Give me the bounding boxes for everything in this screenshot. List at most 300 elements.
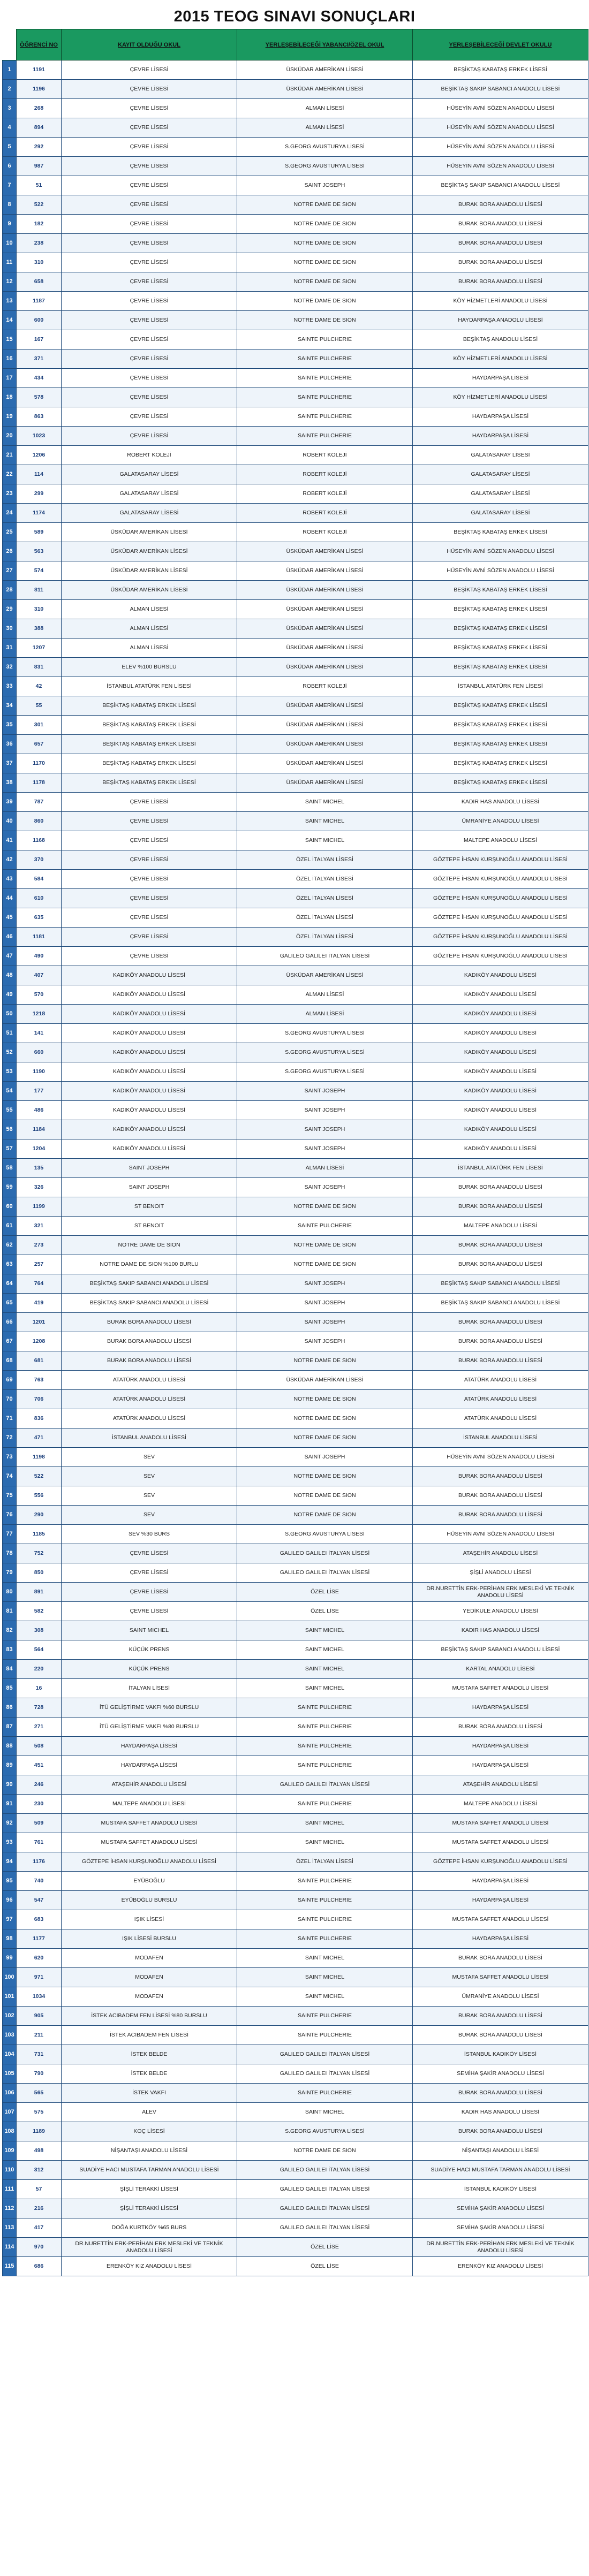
- student-no-cell: 407: [17, 966, 62, 985]
- foreign-private-school-cell: SAINT MICHEL: [237, 812, 413, 831]
- student-no-cell: 1174: [17, 504, 62, 523]
- state-school-cell: ÜMRANİYE ANADOLU LİSESİ: [413, 1987, 588, 2007]
- registered-school-cell: İSTEK BELDE: [62, 2045, 237, 2064]
- row-index-cell: 90: [3, 1775, 17, 1795]
- state-school-cell: HAYDARPAŞA LİSESİ: [413, 427, 588, 446]
- student-no-cell: 1190: [17, 1062, 62, 1082]
- registered-school-cell: BURAK BORA ANADOLU LİSESİ: [62, 1351, 237, 1371]
- state-school-cell: HÜSEYİN AVNİ SÖZEN ANADOLU LİSESİ: [413, 542, 588, 561]
- student-no-cell: 1189: [17, 2122, 62, 2141]
- row-index-cell: 66: [3, 1313, 17, 1332]
- state-school-cell: KADIKÖY ANADOLU LİSESİ: [413, 1062, 588, 1082]
- foreign-private-school-cell: NOTRE DAME DE SION: [237, 2141, 413, 2161]
- registered-school-cell: ST BENOIT: [62, 1197, 237, 1217]
- row-index-cell: 61: [3, 1217, 17, 1236]
- registered-school-cell: ALMAN LİSESİ: [62, 600, 237, 619]
- table-row: [3, 176, 588, 195]
- foreign-private-school-cell: ÜSKÜDAR AMERİKAN LİSESİ: [237, 561, 413, 581]
- row-index-cell: 49: [3, 985, 17, 1005]
- foreign-private-school-cell: ÖZEL LİSE: [237, 1602, 413, 1621]
- table-row: [3, 870, 588, 889]
- table-row: [3, 504, 588, 523]
- foreign-private-school-cell: ÜSKÜDAR AMERİKAN LİSESİ: [237, 716, 413, 735]
- state-school-cell: GALATASARAY LİSESİ: [413, 484, 588, 504]
- student-no-cell: 419: [17, 1294, 62, 1313]
- registered-school-cell: ÇEVRE LİSESİ: [62, 138, 237, 157]
- foreign-private-school-cell: NOTRE DAME DE SION: [237, 1506, 413, 1525]
- row-index-cell: 67: [3, 1332, 17, 1351]
- student-no-cell: 211: [17, 2026, 62, 2045]
- row-index-cell: 60: [3, 1197, 17, 1217]
- table-row: [3, 639, 588, 658]
- table-row: [3, 812, 588, 831]
- student-no-cell: 763: [17, 1371, 62, 1390]
- registered-school-cell: MALTEPE ANADOLU LİSESİ: [62, 1795, 237, 1814]
- state-school-cell: GÖZTEPE İHSAN KURŞUNOĞLU ANADOLU LİSESİ: [413, 908, 588, 928]
- state-school-cell: MUSTAFA SAFFET ANADOLU LİSESİ: [413, 1679, 588, 1698]
- student-no-cell: 1034: [17, 1987, 62, 2007]
- state-school-cell: BURAK BORA ANADOLU LİSESİ: [413, 1949, 588, 1968]
- state-school-cell: KÖY HİZMETLERİ ANADOLU LİSESİ: [413, 388, 588, 407]
- results-table: [2, 29, 588, 2276]
- row-index-cell: 65: [3, 1294, 17, 1313]
- state-school-cell: KADIKÖY ANADOLU LİSESİ: [413, 1043, 588, 1062]
- page-title: 2015 TEOG SINAVI SONUÇLARI: [173, 8, 416, 25]
- table-row: [3, 446, 588, 465]
- registered-school-cell: ÇEVRE LİSESİ: [62, 1583, 237, 1602]
- state-school-cell: HAYDARPAŞA LİSESİ: [413, 1737, 588, 1756]
- row-index-cell: 48: [3, 966, 17, 985]
- foreign-private-school-cell: ALMAN LİSESİ: [237, 118, 413, 138]
- table-row: [3, 1428, 588, 1448]
- foreign-private-school-cell: ROBERT KOLEJİ: [237, 677, 413, 696]
- registered-school-cell: ÇEVRE LİSESİ: [62, 195, 237, 215]
- foreign-private-school-cell: SAINT JOSEPH: [237, 1120, 413, 1139]
- registered-school-cell: SEV: [62, 1467, 237, 1486]
- registered-school-cell: SUADİYE HACI MUSTAFA TARMAN ANADOLU LİSESİ: [62, 2161, 237, 2180]
- state-school-cell: HÜSEYİN AVNİ SÖZEN ANADOLU LİSESİ: [413, 99, 588, 118]
- table-row: [3, 1351, 588, 1371]
- row-index-cell: 107: [3, 2103, 17, 2122]
- student-no-cell: 1196: [17, 80, 62, 99]
- row-index-cell: 95: [3, 1872, 17, 1891]
- registered-school-cell: ÇEVRE LİSESİ: [62, 947, 237, 966]
- row-index-cell: 105: [3, 2064, 17, 2084]
- row-index-cell: 16: [3, 349, 17, 369]
- table-row: [3, 2122, 588, 2141]
- foreign-private-school-cell: ROBERT KOLEJİ: [237, 484, 413, 504]
- student-no-cell: 486: [17, 1101, 62, 1120]
- row-index-cell: 5: [3, 138, 17, 157]
- row-index-cell: 17: [3, 369, 17, 388]
- foreign-private-school-cell: ÜSKÜDAR AMERİKAN LİSESİ: [237, 966, 413, 985]
- student-no-cell: 1218: [17, 1005, 62, 1024]
- foreign-private-school-cell: SAINTE PULCHERIE: [237, 349, 413, 369]
- row-index-cell: 41: [3, 831, 17, 850]
- table-row: [3, 465, 588, 484]
- table-row: [3, 1814, 588, 1833]
- table-row: [3, 1756, 588, 1775]
- state-school-cell: BURAK BORA ANADOLU LİSESİ: [413, 272, 588, 292]
- student-no-cell: 686: [17, 2257, 62, 2276]
- foreign-private-school-cell: NOTRE DAME DE SION: [237, 1486, 413, 1506]
- foreign-private-school-cell: ÜSKÜDAR AMERİKAN LİSESİ: [237, 581, 413, 600]
- row-index-cell: 45: [3, 908, 17, 928]
- student-no-cell: 177: [17, 1082, 62, 1101]
- student-no-cell: 220: [17, 1660, 62, 1679]
- registered-school-cell: ATATÜRK ANADOLU LİSESİ: [62, 1409, 237, 1428]
- foreign-private-school-cell: SAINT MICHEL: [237, 1621, 413, 1640]
- foreign-private-school-cell: NOTRE DAME DE SION: [237, 1351, 413, 1371]
- registered-school-cell: BEŞİKTAŞ KABATAŞ ERKEK LİSESİ: [62, 716, 237, 735]
- student-no-cell: 565: [17, 2084, 62, 2103]
- row-index-cell: 10: [3, 234, 17, 253]
- table-row: [3, 1467, 588, 1486]
- registered-school-cell: ÇEVRE LİSESİ: [62, 427, 237, 446]
- row-index-cell: 12: [3, 272, 17, 292]
- state-school-cell: İSTANBUL ANADOLU LİSESİ: [413, 1428, 588, 1448]
- registered-school-cell: KADIKÖY ANADOLU LİSESİ: [62, 1024, 237, 1043]
- foreign-private-school-cell: NOTRE DAME DE SION: [237, 311, 413, 330]
- registered-school-cell: GALATASARAY LİSESİ: [62, 465, 237, 484]
- registered-school-cell: BEŞİKTAŞ KABATAŞ ERKEK LİSESİ: [62, 773, 237, 793]
- row-index-cell: 74: [3, 1467, 17, 1486]
- row-index-cell: 31: [3, 639, 17, 658]
- foreign-private-school-cell: ÖZEL İTALYAN LİSESİ: [237, 889, 413, 908]
- state-school-cell: HAYDARPAŞA ANADOLU LİSESİ: [413, 311, 588, 330]
- student-no-cell: 273: [17, 1236, 62, 1255]
- table-row: [3, 2161, 588, 2180]
- registered-school-cell: DR.NURETTİN ERK-PERİHAN ERK MESLEKİ VE TEKNİK ANADOLU LİSESİ: [62, 2238, 237, 2257]
- foreign-private-school-cell: SAINT JOSEPH: [237, 1101, 413, 1120]
- row-index-cell: 114: [3, 2238, 17, 2257]
- foreign-private-school-cell: ÖZEL İTALYAN LİSESİ: [237, 870, 413, 889]
- foreign-private-school-cell: SAINT JOSEPH: [237, 1294, 413, 1313]
- state-school-cell: KADIKÖY ANADOLU LİSESİ: [413, 966, 588, 985]
- table-row: [3, 773, 588, 793]
- table-row: [3, 1718, 588, 1737]
- state-school-cell: KADIR HAS ANADOLU LİSESİ: [413, 1621, 588, 1640]
- student-no-cell: 238: [17, 234, 62, 253]
- foreign-private-school-cell: ÜSKÜDAR AMERİKAN LİSESİ: [237, 80, 413, 99]
- table-row: [3, 908, 588, 928]
- row-index-cell: 98: [3, 1929, 17, 1949]
- state-school-cell: ÜMRANİYE ANADOLU LİSESİ: [413, 812, 588, 831]
- registered-school-cell: MODAFEN: [62, 1968, 237, 1987]
- row-index-cell: 70: [3, 1390, 17, 1409]
- foreign-private-school-cell: ÜSKÜDAR AMERİKAN LİSESİ: [237, 600, 413, 619]
- row-index-cell: 20: [3, 427, 17, 446]
- student-no-cell: 681: [17, 1351, 62, 1371]
- foreign-private-school-cell: ROBERT KOLEJİ: [237, 465, 413, 484]
- state-school-cell: BEŞİKTAŞ SAKIP SABANCI ANADOLU LİSESİ: [413, 1640, 588, 1660]
- foreign-private-school-cell: SAINT JOSEPH: [237, 1332, 413, 1351]
- table-row: [3, 1255, 588, 1274]
- foreign-private-school-cell: NOTRE DAME DE SION: [237, 1390, 413, 1409]
- table-row: [3, 118, 588, 138]
- registered-school-cell: İTÜ GELİŞTİRME VAKFI %60 BURSLU: [62, 1698, 237, 1718]
- table-row: [3, 272, 588, 292]
- table-row: [3, 349, 588, 369]
- row-index-cell: 109: [3, 2141, 17, 2161]
- row-index-cell: 82: [3, 1621, 17, 1640]
- row-index-cell: 23: [3, 484, 17, 504]
- row-index-cell: 101: [3, 1987, 17, 2007]
- student-no-cell: 836: [17, 1409, 62, 1428]
- registered-school-cell: NOTRE DAME DE SION: [62, 1236, 237, 1255]
- registered-school-cell: BEŞİKTAŞ KABATAŞ ERKEK LİSESİ: [62, 754, 237, 773]
- registered-school-cell: ÜSKÜDAR AMERİKAN LİSESİ: [62, 581, 237, 600]
- table-row: [3, 292, 588, 311]
- state-school-cell: BEŞİKTAŞ SAKIP SABANCI ANADOLU LİSESİ: [413, 176, 588, 195]
- student-no-cell: 1181: [17, 928, 62, 947]
- state-school-cell: BEŞİKTAŞ KABATAŞ ERKEK LİSESİ: [413, 581, 588, 600]
- registered-school-cell: SAINT JOSEPH: [62, 1159, 237, 1178]
- state-school-cell: BEŞİKTAŞ KABATAŞ ERKEK LİSESİ: [413, 639, 588, 658]
- student-no-cell: 556: [17, 1486, 62, 1506]
- row-index-cell: 106: [3, 2084, 17, 2103]
- foreign-private-school-cell: ÜSKÜDAR AMERİKAN LİSESİ: [237, 773, 413, 793]
- foreign-private-school-cell: ÖZEL İTALYAN LİSESİ: [237, 928, 413, 947]
- state-school-cell: HAYDARPAŞA LİSESİ: [413, 1872, 588, 1891]
- row-index-cell: 93: [3, 1833, 17, 1852]
- foreign-private-school-cell: SAINT JOSEPH: [237, 1139, 413, 1159]
- student-no-cell: 1204: [17, 1139, 62, 1159]
- state-school-cell: DR.NURETTİN ERK-PERİHAN ERK MESLEKİ VE TEKNİK ANADOLU LİSESİ: [413, 1583, 588, 1602]
- table-row: [3, 1159, 588, 1178]
- foreign-private-school-cell: ÜSKÜDAR AMERİKAN LİSESİ: [237, 696, 413, 716]
- row-index-cell: 57: [3, 1139, 17, 1159]
- student-no-cell: 135: [17, 1159, 62, 1178]
- student-no-cell: 417: [17, 2218, 62, 2238]
- foreign-private-school-cell: SAINTE PULCHERIE: [237, 2007, 413, 2026]
- registered-school-cell: İSTEK ACIBADEM FEN LİSESİ: [62, 2026, 237, 2045]
- row-index-cell: 7: [3, 176, 17, 195]
- table-row: [3, 1833, 588, 1852]
- registered-school-cell: MODAFEN: [62, 1987, 237, 2007]
- state-school-cell: HÜSEYİN AVNİ SÖZEN ANADOLU LİSESİ: [413, 1448, 588, 1467]
- foreign-private-school-cell: SAINTE PULCHERIE: [237, 1872, 413, 1891]
- state-school-cell: GÖZTEPE İHSAN KURŞUNOĞLU ANADOLU LİSESİ: [413, 928, 588, 947]
- state-school-cell: BURAK BORA ANADOLU LİSESİ: [413, 1332, 588, 1351]
- table-row: [3, 1679, 588, 1698]
- foreign-private-school-cell: ÖZEL İTALYAN LİSESİ: [237, 1852, 413, 1872]
- row-index-cell: 52: [3, 1043, 17, 1062]
- registered-school-cell: KOÇ LİSESİ: [62, 2122, 237, 2141]
- state-school-cell: GALATASARAY LİSESİ: [413, 446, 588, 465]
- student-no-cell: 114: [17, 465, 62, 484]
- table-row: [3, 793, 588, 812]
- state-school-cell: HÜSEYİN AVNİ SÖZEN ANADOLU LİSESİ: [413, 118, 588, 138]
- table-row: [3, 928, 588, 947]
- registered-school-cell: ALMAN LİSESİ: [62, 619, 237, 639]
- state-school-cell: BEŞİKTAŞ KABATAŞ ERKEK LİSESİ: [413, 716, 588, 735]
- row-index-cell: 91: [3, 1795, 17, 1814]
- student-no-cell: 1023: [17, 427, 62, 446]
- table-row: [3, 1583, 588, 1602]
- foreign-private-school-cell: S.GEORG AVUSTURYA LİSESİ: [237, 138, 413, 157]
- state-school-cell: İSTANBUL KADIKÖY LİSESİ: [413, 2180, 588, 2199]
- table-row: [3, 2103, 588, 2122]
- row-index-cell: 115: [3, 2257, 17, 2276]
- state-school-cell: BEŞİKTAŞ SAKIP SABANCI ANADOLU LİSESİ: [413, 80, 588, 99]
- table-row: [3, 195, 588, 215]
- foreign-private-school-cell: SAINTE PULCHERIE: [237, 1756, 413, 1775]
- table-row: [3, 311, 588, 330]
- registered-school-cell: İSTEK ACIBADEM FEN LİSESİ %80 BURSLU: [62, 2007, 237, 2026]
- header-state-school: YERLEŞEBİLECEĞİ DEVLET OKULU: [413, 29, 588, 60]
- registered-school-cell: MUSTAFA SAFFET ANADOLU LİSESİ: [62, 1833, 237, 1852]
- row-index-cell: 108: [3, 2122, 17, 2141]
- foreign-private-school-cell: SAINTE PULCHERIE: [237, 407, 413, 427]
- state-school-cell: DR.NURETTİN ERK-PERİHAN ERK MESLEKİ VE TEKNİK ANADOLU LİSESİ: [413, 2238, 588, 2257]
- student-no-cell: 299: [17, 484, 62, 504]
- table-row: [3, 1621, 588, 1640]
- foreign-private-school-cell: ÖZEL İTALYAN LİSESİ: [237, 850, 413, 870]
- row-index-cell: 71: [3, 1409, 17, 1428]
- row-index-cell: 63: [3, 1255, 17, 1274]
- registered-school-cell: İTALYAN LİSESİ: [62, 1679, 237, 1698]
- table-row: [3, 1024, 588, 1043]
- state-school-cell: KADIKÖY ANADOLU LİSESİ: [413, 1082, 588, 1101]
- table-row: [3, 1929, 588, 1949]
- state-school-cell: KADIKÖY ANADOLU LİSESİ: [413, 1005, 588, 1024]
- table-row: [3, 1852, 588, 1872]
- student-no-cell: 498: [17, 2141, 62, 2161]
- table-row: [3, 735, 588, 754]
- state-school-cell: BEŞİKTAŞ KABATAŞ ERKEK LİSESİ: [413, 523, 588, 542]
- foreign-private-school-cell: SAINT MICHEL: [237, 1814, 413, 1833]
- row-index-cell: 46: [3, 928, 17, 947]
- foreign-private-school-cell: SAINT JOSEPH: [237, 176, 413, 195]
- state-school-cell: NİŞANTAŞI ANADOLU LİSESİ: [413, 2141, 588, 2161]
- row-index-cell: 99: [3, 1949, 17, 1968]
- state-school-cell: BEŞİKTAŞ ANADOLU LİSESİ: [413, 330, 588, 349]
- student-no-cell: 564: [17, 1640, 62, 1660]
- foreign-private-school-cell: ÜSKÜDAR AMERİKAN LİSESİ: [237, 1371, 413, 1390]
- table-row: [3, 1563, 588, 1583]
- row-index-cell: 25: [3, 523, 17, 542]
- state-school-cell: BURAK BORA ANADOLU LİSESİ: [413, 1351, 588, 1371]
- student-no-cell: 574: [17, 561, 62, 581]
- state-school-cell: HAYDARPAŞA LİSESİ: [413, 1891, 588, 1910]
- student-no-cell: 55: [17, 696, 62, 716]
- state-school-cell: HÜSEYİN AVNİ SÖZEN ANADOLU LİSESİ: [413, 157, 588, 176]
- foreign-private-school-cell: SAINTE PULCHERIE: [237, 427, 413, 446]
- table-row: [3, 1043, 588, 1062]
- state-school-cell: BURAK BORA ANADOLU LİSESİ: [413, 2026, 588, 2045]
- foreign-private-school-cell: ÜSKÜDAR AMERİKAN LİSESİ: [237, 619, 413, 639]
- student-no-cell: 752: [17, 1544, 62, 1563]
- student-no-cell: 1201: [17, 1313, 62, 1332]
- row-index-cell: 103: [3, 2026, 17, 2045]
- row-index-cell: 37: [3, 754, 17, 773]
- table-row: [3, 1872, 588, 1891]
- registered-school-cell: ÇEVRE LİSESİ: [62, 157, 237, 176]
- foreign-private-school-cell: SAINT JOSEPH: [237, 1313, 413, 1332]
- row-index-cell: 15: [3, 330, 17, 349]
- registered-school-cell: KÜÇÜK PRENS: [62, 1660, 237, 1679]
- registered-school-cell: BEŞİKTAŞ KABATAŞ ERKEK LİSESİ: [62, 696, 237, 716]
- foreign-private-school-cell: SAINTE PULCHERIE: [237, 1718, 413, 1737]
- row-index-cell: 50: [3, 1005, 17, 1024]
- table-row: [3, 407, 588, 427]
- row-index-cell: 2: [3, 80, 17, 99]
- row-index-cell: 14: [3, 311, 17, 330]
- row-index-cell: 35: [3, 716, 17, 735]
- table-row: [3, 619, 588, 639]
- table-row: [3, 1062, 588, 1082]
- registered-school-cell: İTÜ GELİŞTİRME VAKFI %80 BURSLU: [62, 1718, 237, 1737]
- student-no-cell: 1170: [17, 754, 62, 773]
- table-row: [3, 600, 588, 619]
- foreign-private-school-cell: SAINTE PULCHERIE: [237, 1910, 413, 1929]
- student-no-cell: 1185: [17, 1525, 62, 1544]
- table-row: [3, 2026, 588, 2045]
- registered-school-cell: GALATASARAY LİSESİ: [62, 504, 237, 523]
- row-index-cell: 8: [3, 195, 17, 215]
- state-school-cell: BURAK BORA ANADOLU LİSESİ: [413, 1467, 588, 1486]
- table-row: [3, 1949, 588, 1968]
- student-no-cell: 831: [17, 658, 62, 677]
- registered-school-cell: SEV: [62, 1448, 237, 1467]
- registered-school-cell: İSTEK VAKFI: [62, 2084, 237, 2103]
- student-no-cell: 811: [17, 581, 62, 600]
- row-index-cell: 69: [3, 1371, 17, 1390]
- state-school-cell: KADIKÖY ANADOLU LİSESİ: [413, 985, 588, 1005]
- table-row: [3, 716, 588, 735]
- foreign-private-school-cell: SAINTE PULCHERIE: [237, 2026, 413, 2045]
- registered-school-cell: ÇEVRE LİSESİ: [62, 928, 237, 947]
- foreign-private-school-cell: S.GEORG AVUSTURYA LİSESİ: [237, 1062, 413, 1082]
- foreign-private-school-cell: SAINT MICHEL: [237, 2103, 413, 2122]
- student-no-cell: 292: [17, 138, 62, 157]
- row-index-cell: 4: [3, 118, 17, 138]
- foreign-private-school-cell: GALILEO GALILEI İTALYAN LİSESİ: [237, 947, 413, 966]
- registered-school-cell: KADIKÖY ANADOLU LİSESİ: [62, 1043, 237, 1062]
- registered-school-cell: BURAK BORA ANADOLU LİSESİ: [62, 1313, 237, 1332]
- row-index-cell: 56: [3, 1120, 17, 1139]
- table-row: [3, 947, 588, 966]
- state-school-cell: HÜSEYİN AVNİ SÖZEN ANADOLU LİSESİ: [413, 1525, 588, 1544]
- foreign-private-school-cell: SAINT MICHEL: [237, 1968, 413, 1987]
- student-no-cell: 894: [17, 118, 62, 138]
- row-index-cell: 78: [3, 1544, 17, 1563]
- foreign-private-school-cell: ÜSKÜDAR AMERİKAN LİSESİ: [237, 60, 413, 80]
- foreign-private-school-cell: ALMAN LİSESİ: [237, 99, 413, 118]
- state-school-cell: BEŞİKTAŞ KABATAŞ ERKEK LİSESİ: [413, 619, 588, 639]
- state-school-cell: BURAK BORA ANADOLU LİSESİ: [413, 1486, 588, 1506]
- state-school-cell: İSTANBUL ATATÜRK FEN LİSESİ: [413, 1159, 588, 1178]
- student-no-cell: 610: [17, 889, 62, 908]
- row-index-cell: 53: [3, 1062, 17, 1082]
- registered-school-cell: DOĞA KURTKÖY %65 BURS: [62, 2218, 237, 2238]
- registered-school-cell: ÇEVRE LİSESİ: [62, 889, 237, 908]
- row-index-cell: 58: [3, 1159, 17, 1178]
- row-index-cell: 80: [3, 1583, 17, 1602]
- foreign-private-school-cell: S.GEORG AVUSTURYA LİSESİ: [237, 1043, 413, 1062]
- table-row: [3, 234, 588, 253]
- registered-school-cell: KADIKÖY ANADOLU LİSESİ: [62, 1120, 237, 1139]
- row-index-cell: 36: [3, 735, 17, 754]
- state-school-cell: ERENKÖY KIZ ANADOLU LİSESİ: [413, 2257, 588, 2276]
- table-row: [3, 1602, 588, 1621]
- foreign-private-school-cell: ALMAN LİSESİ: [237, 985, 413, 1005]
- state-school-cell: BEŞİKTAŞ KABATAŞ ERKEK LİSESİ: [413, 735, 588, 754]
- foreign-private-school-cell: ROBERT KOLEJİ: [237, 446, 413, 465]
- row-index-cell: 96: [3, 1891, 17, 1910]
- table-row: [3, 1640, 588, 1660]
